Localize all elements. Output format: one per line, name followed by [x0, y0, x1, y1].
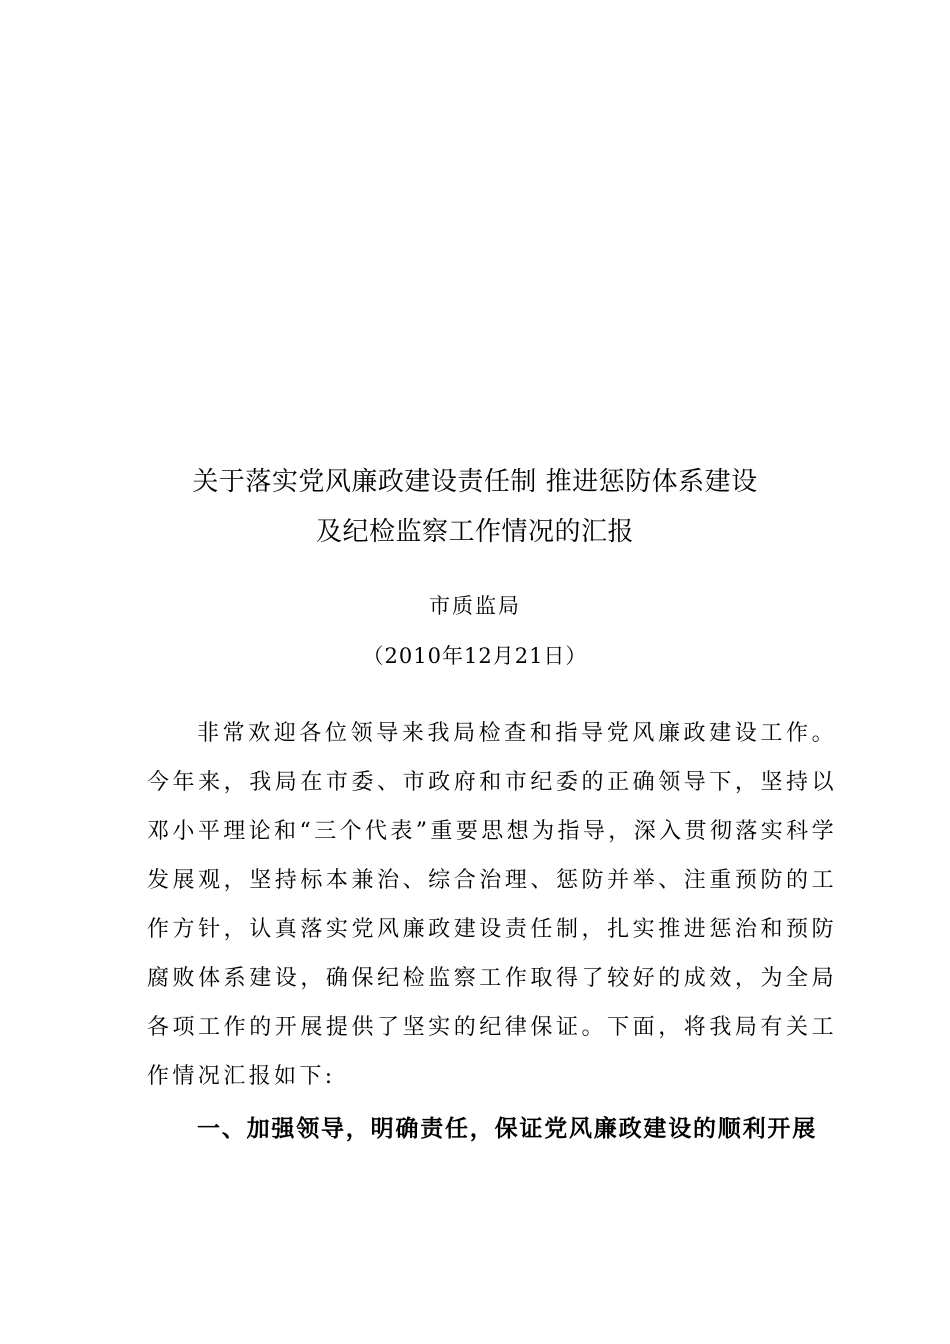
document-title-line-2: 及纪检监察工作情况的汇报 — [315, 517, 634, 547]
intro-paragraph: 非常欢迎各位领导来我局检查和指导党风廉政建设工作。今年来，我局在市委、市政府和市纪委的正确领导下，坚持以邓小平理论和“三个代表”重要思想为指导，深入贯彻落实科学发展观，坚持标本兼治、综合治理、惩防并举、注重预防的工作方针，认真落实党风廉政建设责任制，扎实推进惩治和预防腐败体系建设，确保纪检监察工作取得了较好的成效，为全局各项工作的开展提供了坚实的纪律保证。下面，将我局有关工作情况汇报如下: — [147, 721, 837, 1089]
report-date: （2010年12月21日） — [362, 644, 588, 668]
document-title-line-1: 关于落实党风廉政建设责任制 推进惩防体系建设 — [192, 467, 758, 497]
section-heading-1: 一、加强领导，明确责任，保证党风廉政建设的顺利开展 — [197, 1116, 817, 1142]
issuing-organization: 市质监局 — [429, 594, 521, 618]
